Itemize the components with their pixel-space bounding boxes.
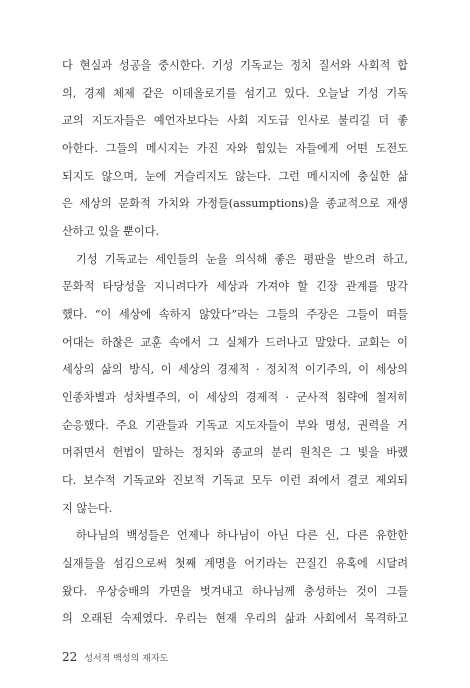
text-line: 되지도 않으며, 눈에 거슬리지도 않는다. 그런 메시지에 충실한 삶 [62,170,408,183]
text-line: 지 않는다. [62,502,113,515]
page-footer [62,650,168,666]
text-line: 세상의 삶의 방식, 이 세상의 경제적 · 정치적 이기주의, 이 세상의 [62,363,408,376]
text-line: 다 현실과 성공을 중시한다. 기성 기독교는 정치 질서와 사회적 합 [62,59,408,72]
text-line: 아한다. 그들의 메시지는 가진 자와 힘있는 자들에게 어떤 도전도 [62,142,408,155]
text-line: 했다. “이 세상에 속하지 않았다”라는 그들의 주장은 그들이 떠들 [62,308,408,321]
page-number: 22 [62,650,78,664]
text-line: 순응했다. 주요 기관들과 기독교 지도자들이 부와 명성, 권력을 거 [62,419,408,432]
text-line: 실재들을 섬김으로써 첫째 계명을 어기라는 끈질긴 유혹에 시달려 [62,557,408,570]
text-line: 의 오래된 숙제였다. 우리는 현재 우리의 삶과 사회에서 목격하고 [62,612,408,625]
text-line: 왔다. 우상숭배의 가면을 벗겨내고 하나님께 충성하는 것이 그들 [62,585,408,598]
text-line: 기성 기독교는 세인들의 눈을 의식해 좋은 평판을 받으려 하고, [76,253,408,266]
text-line: 인종차별과 성차별주의, 이 세상의 경제적 · 군사적 침략에 철저히 [62,391,408,404]
text-line: 머쥐면서 헌법이 말하는 정치와 종교의 분리 원칙은 그 빛을 바랬 [62,446,408,459]
text-line: 산하고 있을 뿐이다. [62,225,160,238]
text-line: 의, 경제 체제 같은 이데올로기를 섬기고 있다. 오늘날 기성 기독 [62,87,408,100]
running-title: 성서적 백성의 재자도 [84,654,169,664]
text-line: 교의 지도자들은 예언자보다는 사회 지도급 인사로 불리길 더 좋 [62,114,408,127]
text-line: 다. 보수적 기독교와 진보적 기독교 모두 이런 죄에서 결코 제외되 [62,474,408,487]
text-line: 은 세상의 문화적 가치와 가정들(assumptions)을 종교적으로 재생 [62,197,408,210]
text-line: 하나님의 백성들은 언제나 하나님이 아닌 다른 신, 다른 유한한 [76,529,408,542]
text-line: 문화적 타당성을 지니려다가 세상과 가져야 할 긴장 관계를 망각 [62,280,408,293]
text-line: 어대는 하찮은 교훈 속에서 그 실체가 드러나고 말았다. 교회는 이 [62,336,408,349]
